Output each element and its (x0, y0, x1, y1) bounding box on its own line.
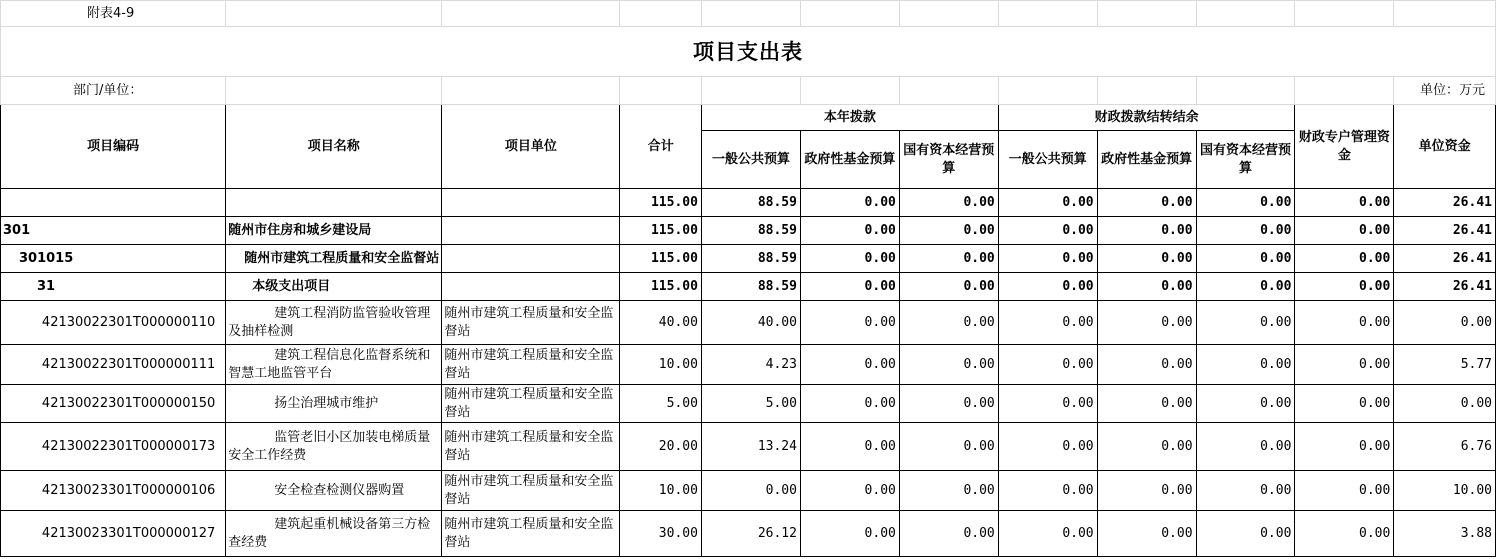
row-name: 建筑工程信息化监督系统和智慧工地监管平台 (226, 345, 442, 385)
page-title: 项目支出表 (1, 27, 1496, 77)
row-value: 0.00 (998, 423, 1097, 471)
row-value: 0.00 (800, 217, 899, 245)
row-value: 0.00 (1295, 471, 1394, 511)
row-unit (442, 245, 620, 273)
row-unit: 随州市建筑工程质量和安全监督站 (442, 511, 620, 557)
row-value: 0.00 (998, 217, 1097, 245)
row-value: 0.00 (800, 423, 899, 471)
row-value: 0.00 (1394, 301, 1496, 345)
row-name: 监管老旧小区加装电梯质量安全工作经费 (226, 423, 442, 471)
row-value: 115.00 (620, 189, 701, 217)
appendix-label: 附表4-9 (1, 1, 226, 27)
row-value: 0.00 (1196, 273, 1295, 301)
header-special-mgmt: 财政专户管理资金 (1295, 105, 1394, 189)
header-gov-fund: 政府性基金预算 (800, 131, 899, 189)
row-value: 0.00 (1295, 385, 1394, 423)
row-value: 0.00 (1295, 345, 1394, 385)
row-value: 30.00 (620, 511, 701, 557)
header-general-budget: 一般公共预算 (701, 131, 800, 189)
row-value: 0.00 (1394, 385, 1496, 423)
row-unit (442, 189, 620, 217)
row-unit: 随州市建筑工程质量和安全监督站 (442, 345, 620, 385)
row-value: 0.00 (800, 385, 899, 423)
row-value: 0.00 (1295, 245, 1394, 273)
row-unit: 随州市建筑工程质量和安全监督站 (442, 423, 620, 471)
row-unit (442, 273, 620, 301)
row-code: 42130022301T000000173 (1, 423, 226, 471)
row-value: 0.00 (998, 245, 1097, 273)
row-value: 0.00 (998, 511, 1097, 557)
row-value: 0.00 (998, 301, 1097, 345)
row-value: 0.00 (1295, 273, 1394, 301)
row-value: 0.00 (800, 245, 899, 273)
row-value: 5.77 (1394, 345, 1496, 385)
row-value: 0.00 (1196, 189, 1295, 217)
row-value: 0.00 (1097, 471, 1196, 511)
row-name: 建筑工程消防监管验收管理及抽样检测 (226, 301, 442, 345)
row-value: 0.00 (1196, 511, 1295, 557)
row-value: 88.59 (701, 273, 800, 301)
row-value: 115.00 (620, 273, 701, 301)
row-name: 随州市建筑工程质量和安全监督站 (226, 245, 442, 273)
row-value: 0.00 (899, 385, 998, 423)
row-value: 10.00 (1394, 471, 1496, 511)
row-value: 0.00 (998, 345, 1097, 385)
row-name (226, 189, 442, 217)
summary-row (1, 189, 1496, 217)
row-value: 0.00 (1196, 471, 1295, 511)
header-unit-funds: 单位资金 (1394, 105, 1496, 189)
row-code (1, 189, 226, 217)
row-value: 0.00 (998, 273, 1097, 301)
row-value: 0.00 (899, 423, 998, 471)
table-row (1, 345, 1496, 385)
row-value: 0.00 (998, 385, 1097, 423)
row-value: 40.00 (620, 301, 701, 345)
header-unit: 项目单位 (442, 105, 620, 189)
row-value: 0.00 (800, 511, 899, 557)
table-row (1, 423, 1496, 471)
row-value: 26.12 (701, 511, 800, 557)
row-value: 3.88 (1394, 511, 1496, 557)
row-value: 0.00 (1097, 345, 1196, 385)
row-code: 42130022301T000000150 (1, 385, 226, 423)
row-value: 88.59 (701, 217, 800, 245)
row-value: 0.00 (899, 273, 998, 301)
table-row (1, 301, 1496, 345)
row-value: 0.00 (800, 345, 899, 385)
row-value: 0.00 (899, 245, 998, 273)
row-value: 0.00 (1295, 423, 1394, 471)
row-value: 0.00 (1097, 385, 1196, 423)
row-value: 0.00 (899, 511, 998, 557)
row-value: 10.00 (620, 345, 701, 385)
row-value: 0.00 (1295, 189, 1394, 217)
row-value: 0.00 (1097, 217, 1196, 245)
row-value: 0.00 (1097, 511, 1196, 557)
row-name: 安全检查检测仪器购置 (226, 471, 442, 511)
row-value: 88.59 (701, 245, 800, 273)
row-value: 0.00 (1196, 423, 1295, 471)
row-value: 13.24 (701, 423, 800, 471)
row-unit: 随州市建筑工程质量和安全监督站 (442, 301, 620, 345)
row-unit: 随州市建筑工程质量和安全监督站 (442, 471, 620, 511)
row-code: 42130022301T000000110 (1, 301, 226, 345)
row-value: 0.00 (1097, 301, 1196, 345)
row-name: 建筑起重机械设备第三方检查经费 (226, 511, 442, 557)
row-value: 0.00 (1097, 423, 1196, 471)
row-value: 0.00 (1295, 217, 1394, 245)
row-name: 扬尘治理城市维护 (226, 385, 442, 423)
header-name: 项目名称 (226, 105, 442, 189)
row-value: 0.00 (800, 471, 899, 511)
row-value: 0.00 (800, 189, 899, 217)
table-row (1, 471, 1496, 511)
unit-label: 单位：万元 (1394, 77, 1496, 105)
dept-label: 部门/单位： (1, 77, 226, 105)
row-value: 20.00 (620, 423, 701, 471)
row-value: 0.00 (1196, 385, 1295, 423)
row-value: 6.76 (1394, 423, 1496, 471)
row-name: 随州市住房和城乡建设局 (226, 217, 442, 245)
row-value: 5.00 (620, 385, 701, 423)
row-value: 0.00 (899, 217, 998, 245)
header-state-capital: 国有资本经营预算 (899, 131, 998, 189)
row-value: 0.00 (800, 301, 899, 345)
row-code: 42130023301T000000127 (1, 511, 226, 557)
header-co-general-budget: 一般公共预算 (998, 131, 1097, 189)
row-value: 0.00 (1097, 273, 1196, 301)
row-value: 0.00 (1196, 245, 1295, 273)
header-group-current: 本年拨款 (701, 105, 998, 131)
row-code: 301 (1, 217, 226, 245)
row-value: 5.00 (701, 385, 800, 423)
row-value: 0.00 (1097, 245, 1196, 273)
row-value: 0.00 (998, 471, 1097, 511)
header-group-carryover: 财政拨款结转结余 (998, 105, 1295, 131)
row-value: 0.00 (899, 471, 998, 511)
header-co-state-capital: 国有资本经营预算 (1196, 131, 1295, 189)
table-row (1, 385, 1496, 423)
header-total: 合计 (620, 105, 701, 189)
row-value: 0.00 (1196, 217, 1295, 245)
row-name: 本级支出项目 (226, 273, 442, 301)
row-value: 26.41 (1394, 217, 1496, 245)
summary-row (1, 245, 1496, 273)
row-code: 301015 (1, 245, 226, 273)
header-code: 项目编码 (1, 105, 226, 189)
row-value: 0.00 (800, 273, 899, 301)
row-value: 0.00 (1196, 301, 1295, 345)
row-value: 88.59 (701, 189, 800, 217)
row-code: 42130022301T000000111 (1, 345, 226, 385)
row-value: 26.41 (1394, 273, 1496, 301)
row-value: 0.00 (899, 189, 998, 217)
row-value: 115.00 (620, 217, 701, 245)
row-value: 4.23 (701, 345, 800, 385)
row-value: 115.00 (620, 245, 701, 273)
row-value: 26.41 (1394, 189, 1496, 217)
row-value: 0.00 (1295, 511, 1394, 557)
row-value: 10.00 (620, 471, 701, 511)
row-code: 31 (1, 273, 226, 301)
summary-row (1, 273, 1496, 301)
row-value: 0.00 (899, 345, 998, 385)
row-value: 40.00 (701, 301, 800, 345)
row-value: 0.00 (1196, 345, 1295, 385)
row-value: 0.00 (899, 301, 998, 345)
summary-row (1, 217, 1496, 245)
table-row (1, 511, 1496, 557)
row-value: 0.00 (998, 189, 1097, 217)
row-value: 0.00 (1295, 301, 1394, 345)
row-value: 0.00 (1097, 189, 1196, 217)
row-unit: 随州市建筑工程质量和安全监督站 (442, 385, 620, 423)
row-value: 26.41 (1394, 245, 1496, 273)
header-co-gov-fund: 政府性基金预算 (1097, 131, 1196, 189)
row-unit (442, 217, 620, 245)
row-code: 42130023301T000000106 (1, 471, 226, 511)
row-value: 0.00 (701, 471, 800, 511)
